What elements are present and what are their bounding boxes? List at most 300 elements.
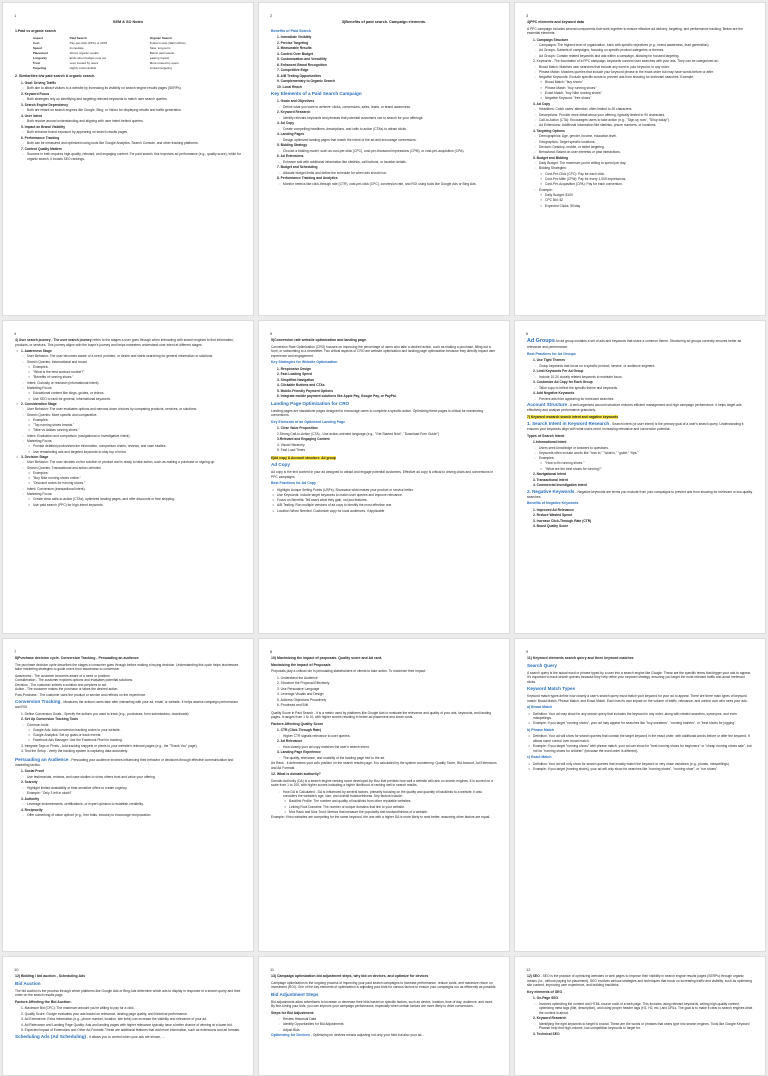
list-item: 8. A/B Testing Opportunities [277, 73, 322, 78]
highlighted-heading: 6)Ad copy & Account structure. Ad group [271, 455, 336, 460]
list-item: ◦ Users seek knowledge or answers to questions. [527, 446, 753, 451]
page-title: 4)PPC elements and keyword data [527, 20, 584, 24]
stage-line: Awareness - The customer becomes aware of a need or problem. [15, 673, 111, 678]
list-item: ▪ Educational content like blogs, guides, or videos. [15, 391, 241, 396]
list-item: • 1. Awareness Stage [15, 349, 241, 354]
list-item: 3. Technical SEO [533, 1031, 560, 1036]
list-item: ◦ Enhance ads with additional information like sitelinks, call buttons, or location details. [271, 160, 497, 165]
list-item: ▪ Examples: [15, 365, 241, 370]
list-item: ◦ Highlight limited availability or time-sensitive offers to create urgency. [15, 786, 241, 791]
section-heading: Factors Affecting Quality Score [271, 721, 324, 726]
list-item: ▪ Facebook Ads Manager: Use the Facebook Pixel for tracking. [15, 738, 241, 743]
table-cell: Longevity [32, 55, 47, 60]
list-item: 3. Ad Copy [277, 121, 295, 126]
section-heading: Key Elements of an Optimized Landing Page [271, 419, 346, 424]
list-item: 4. Clickable Buttons and CTAs [277, 383, 325, 387]
list-item: ◦ The quality, relevance, and usability of the landing page tied to the ad. [271, 756, 497, 761]
section-heading: Key Elements of a Paid Search Campaign [271, 91, 362, 97]
list-item: ◦ How DA is Calculated - DA is influenced by several factors, primarily focusing on the quality and quantity of backlinks to a website. It also considers the website's age, size, and overall trustworthiness. Key factors include: [271, 790, 497, 799]
section-heading: Types of Search Intent [527, 433, 565, 438]
page-title: 11) Keyword elements search query and three keyword matches [527, 656, 634, 660]
list-item: ▪ "Discount codes for running shoes." [15, 481, 241, 486]
list-item: ◦ Bidding Strategies: [527, 166, 753, 171]
paragraph: Persuading an Audience - Persuading your audience involves influencing their behavior or decisions through effective communication and marketing tactics. [15, 756, 234, 767]
list-item: ◦ Identify relevant keywords and phrases that potential customers use to search for your offerings. [271, 116, 497, 121]
list-item: 5. Impact on Brand Visibility [21, 124, 66, 129]
list-item: 3. Customize Ad Copy for Each Group [533, 380, 593, 384]
list-item: ◦ Design optimized landing pages that match the intent of the ad and encourage conversions. [271, 138, 497, 143]
list-item: 6. Proofread and Edit [277, 703, 309, 707]
list-item: ◦ Marketing Focus: [15, 492, 241, 497]
list-item: 1. Campaign Structure [533, 37, 569, 42]
list-item: ▪ "What are the best shoes for running?" [527, 467, 753, 472]
list-item: 4. Targeting Options [533, 128, 565, 133]
list-item: ◦ Offer something of value upfront (e.g., free trials, ebooks) to encourage reciprocation. [15, 813, 241, 818]
list-item: ◦ Negative Keywords: Exclude specific words to prevent ads from showing for irrelevant searches. Example: [527, 75, 753, 80]
list-item: 2. Keywords - The foundation of a PPC campaign, keywords connect user searches with your ads. They can be categorized as: [533, 59, 719, 64]
paragraph: Conversion Tracking - Measures the actions users take after interacting with your ad, email, or website. It helps assess campaign performance and ROI. [15, 699, 239, 709]
page-7 [2, 638, 254, 952]
list-item: ◦ Both enhance brand exposure by appearing on search results pages. [15, 130, 241, 135]
list-item: 1. Understand the Audience [277, 675, 318, 680]
table-cell: Immediate [69, 45, 84, 50]
list-item: ▪ Moz Rank and Moz Trust: Metrics that measure the popularity and trustworthiness of a website. [271, 810, 497, 815]
list-item: ◦ Broad Match: Matches user searches that include any word in your keyword, in any order. [527, 65, 753, 70]
list-item: ◦ Both are reliant on search engines like Google, Bing, or Yahoo for displaying results and traffic generation. [15, 108, 241, 113]
list-item: ◦ Tailor copy to reflect the specific theme and keywords. [527, 386, 753, 391]
list-item: 6. Integrate mobile payment solutions like Apple Pay, Google Pay, or PayPal. [277, 394, 397, 398]
list-item: ◦ Both strategies rely on identifying and targeting relevant keywords to match user search queries. [15, 97, 241, 102]
list-item: ▪ Google Ads: Add conversion tracking codes to your website. [15, 728, 241, 733]
list-item: ▪ "Buy Nike running shoes online." [15, 476, 241, 481]
list-item: 4. Reciprocity [21, 807, 43, 812]
page-2 [258, 2, 510, 316]
stage-line: Consideration - The customer explores options and evaluates potential solutions. [15, 678, 133, 682]
paragraph: Conversion Rate Optimization (CRO) focuses on improving the percentage of users who take a desired action, such as making a purchase, filling out a form, or subscribing to a newsletter. Two critical aspects of CRO are website optimization and landing page optimization because they directly impact user experience and engagement. [271, 344, 496, 358]
page-number: 12 [526, 967, 531, 972]
section-heading: Search Query [527, 662, 557, 668]
list-item: 5. Mobile-Friendly Payment Options [277, 388, 334, 393]
list-item: ◦ Higher CTR signals relevance to user queries. [271, 734, 497, 739]
list-item: 2. Structure the Proposal Effectively [277, 681, 330, 685]
paragraph: Bid adjustments allow advertisers to increase or decrease their bids based on specific factors, such as device, location, time of day, audience, and more. By fine-tuning your bids, you can improve your campaign performance, especially when certain factors are more likely to drive conversions. [271, 999, 494, 1008]
list-item: ◦ Both can be measured and optimized using tools like Google Analytics, Search Console, and other tracking platforms. [15, 141, 241, 146]
list-item: 2. Navigational Intent [533, 472, 567, 477]
table-cell: Below paid results [149, 50, 175, 55]
section-heading: Benefits of Negative Keywords [527, 501, 579, 506]
list-item: 1. Define Conversion Goals - Specify the actions you want to track (e.g., purchases, form submissions, downloads). [21, 711, 190, 716]
list-item: ▪ Daily Budget: $100 [527, 193, 753, 198]
page-title: 8)Purchase decision cycle. Conversion Tracking - Persuading an audience [15, 656, 139, 660]
list-item: 2. Reduce Wasted Spend [533, 513, 573, 518]
paragraph: The purchase decision cycle describes the stages a consumer goes through before making a buying decision. Understanding this cycle helps businesses tailor marketing strategies to guide users from awareness to conversion. [15, 662, 239, 671]
section-heading: Benefits of Paid Search [271, 28, 312, 33]
list-item: ▪ Examples: [15, 471, 241, 476]
list-item: ▪ Provide detailed product/service information, comparison charts, reviews, and case studies. [15, 444, 241, 449]
table-cell: Less trusted by users [69, 60, 99, 65]
list-item: 2. Precise Targeting [277, 40, 309, 45]
list-item: ◦ Behavioral: Based on user interests or past interactions. [527, 150, 753, 155]
page-number: 1 [14, 13, 17, 18]
list-item: ▪ Use SEO to rank for general, informational keywords. [15, 397, 241, 402]
list-item: ▪ Negative Keyword: "free shoes" [527, 96, 753, 101]
paragraph: Ad Rank - It determines your ad's position on the search results page. It is calculated by the system considering: Quality Score, Bid Amount, Ad Extensions and Ad Formats. [271, 761, 497, 770]
page-number: 3 [526, 13, 529, 18]
highlighted-heading: 7) Keyword research search intent and negative keywords [527, 414, 619, 419]
list-item: ◦ Daily Budget: The maximum you're willing to spend per day. [527, 161, 753, 166]
list-item: ◦ Intent: Conversion (transactional intent). [15, 487, 241, 492]
list-item: 1. Goals and Objectives [277, 99, 315, 104]
list-item: • 3. Decision Stage [15, 455, 241, 460]
section-heading: Best Practices for Ad Copy [271, 481, 316, 485]
table-cell: Pay-per-click (PPC) or CPM [69, 40, 107, 45]
list-item: 3. Authority [21, 796, 40, 801]
list-item: ◦ Review Historical Data [271, 1017, 497, 1022]
list-item: ◦ User Behavior: The user becomes aware of a need, problem, or desire and starts searching for general information or solutions. [15, 354, 241, 359]
list-item: ▪ Broad Match: "buy shoes" [527, 80, 753, 85]
list-item: 2. Ad Relevance [277, 739, 303, 743]
page-title: 10) Maximizing the impact of proposals. Quality score and Ad rank [271, 656, 382, 660]
paragraph: Quality Score in Paid Search - It is a metric used by platforms like Google Ads to evaluate the relevance and quality of your ads, keywords, and landing pages. It ranges from 1 to 10, with higher scores resulting in better ad placement and lower costs. [271, 710, 492, 719]
list-item: 1. Immediate Visibility [277, 35, 312, 40]
list-item: 4. Boost Quality Score [533, 524, 569, 529]
paragraph: The bid auction is the process through which platforms like Google Ads or Bing Ads determine which ads to display in response to a search query and their order on the search results page. [15, 988, 241, 997]
list-item: 9. Complementary to Organic Search [277, 79, 335, 84]
list-item: ▪ "Top running shoes brands." [15, 423, 241, 428]
list-item: ◦ Create compelling headlines, descriptions, and calls to action (CTAs) to attract clicks. [271, 127, 497, 132]
list-item: ◦ Marketing Focus: [15, 386, 241, 391]
list-item: ◦ Descriptions: Provide more detail about your offering, typically limited to 90 characters. [527, 113, 753, 118]
page-5 [258, 320, 510, 634]
paragraph: A PPC campaign includes several components that work together to ensure effective ad delivery, targeting, and performance tracking. Below are the essential elements: [527, 26, 743, 35]
list-item: 5. Expected Impact of Extensions and Other Ad Formats: These are additional features that add more information, such as extensions and ad formats. [21, 1028, 240, 1032]
paragraph: A search query is the actual word or phrase typed by a user into a search engine like Google. These are the specific terms that trigger your ads to appear. It's important to track search queries because they help refine your keyword strategy, ensuring you target the most relevant traffic and avoid irrelevant clicks. [527, 670, 751, 684]
paragraph: Scheduling Ads (Ad Scheduling) - It allows you to control when your ads are shown, ... [15, 1033, 165, 1039]
stage-line: Action - The customer makes the purchase or takes the desired action. [15, 687, 119, 691]
section-heading: 1.Paid vs organic search [15, 28, 57, 33]
table-header: Aspect [32, 35, 43, 40]
list-item: 3. Ad Copy [533, 101, 551, 106]
list-item: ◦ Allocate budget limits and define the schedule for when ads should run. [271, 171, 497, 176]
paragraph: 1. Search Intent in Keyword Research - Search intent (or user intent) is the primary goal of a user's search query. Understanding it ensures your keywords align with what users need, increasing relevance and conversion potential. [527, 421, 744, 431]
list-item: 10. Local Reach [277, 84, 302, 89]
list-item: • Focus on Benefits: Tell users what they gain, not just features. [271, 498, 497, 503]
list-item: ▪ Expected Clicks: 50/day [527, 204, 753, 209]
paragraph: Ad Groups An ad group contains a set of ads and keywords that share a common theme. Structuring ad groups correctly ensures better ad relevance and performance. [527, 338, 742, 349]
list-item: • Example: If you target "running shoes", your ad may appear for searches like "buy sneakers", "running trainers", or "best shoes for jogging". [527, 721, 753, 726]
table-cell: Slow, long-term [149, 45, 171, 50]
page-title: 5)Conversion rate website optimization and landing page. [271, 338, 367, 342]
list-item: ▪ Backlink Profile: The number and quality of backlinks from other reputable websites. [271, 799, 497, 804]
list-item: ◦ Geographics: Target specific locations. [527, 140, 753, 145]
list-item: 1. Improved Ad Relevance [533, 507, 574, 512]
page-1 [2, 2, 254, 316]
table-cell: Ends when budget runs out [69, 55, 107, 60]
section-heading: Maximizing the Impact of Proposals [271, 662, 331, 667]
list-item: 3. Search Engine Dependency [21, 102, 69, 107]
list-item: 5. Bidding Strategy [277, 143, 308, 148]
table-cell: Above organic results [69, 50, 99, 55]
list-item: ◦ How closely your ad copy matches the user's search intent. [271, 745, 497, 750]
list-item: • Example: If you target [running shoes], your ad will only show for searches like "running shoes", "running shoe", or "run shoes". [527, 767, 753, 772]
list-item: 3.Relevant and Engaging Content [277, 437, 330, 441]
list-item: • Definition: Your ad will only show for search queries that exactly match the keyword or very close variations (e.g., plurals, misspellings). [527, 762, 753, 767]
list-item: • Example: If you target "running shoes" with phrase match, your ad can show for "best running shoes for beginners" or "cheap running shoes sale", but not for "running shoes for children" (because the word order is different). [527, 744, 753, 753]
list-item: 6. Ad Extensions [277, 154, 304, 159]
section-heading: Bid Adjustment Steps [271, 991, 319, 997]
list-item: ▪ Phrase Match: "buy running shoes" [527, 86, 753, 91]
list-item: 1. Maximum Bid (CPC): The maximum amount you're willing to pay for a click. [21, 1006, 135, 1010]
list-item: 1. Use Tight Themes [533, 358, 566, 362]
paragraph: Account Structure - A well-organized account structure ensures efficient management and high campaign performance. It helps target ads effectively and analyze performance granularly. [527, 402, 742, 412]
list-item: 6. Enhanced Brand Recognition [277, 62, 327, 67]
list-item: • Definition: Your ad will show for search queries that contain the target keyword in the exact order, with additional words before or after the keyword. It allows some control over broad match. [527, 734, 753, 743]
list-item: 6. Performance Tracking [21, 135, 60, 140]
table-cell: Speed [32, 45, 42, 50]
section-heading: Ad Copy [271, 462, 290, 467]
list-item: ◦ Marketing Focus: [15, 439, 241, 444]
paragraph: Campaign optimization is the ongoing process of improving your paid search campaigns to increase performance, reduce costs, and maximize return on investment (ROI). One of the key elements of optimization is adjusting your bids for various factors to ensure your campaigns run as efficiently as possible. [271, 980, 497, 989]
paragraph: Proposals play a critical role in persuading stakeholders or clients to take action. To maximize their impact: [271, 669, 426, 673]
list-item: ▪ "Nike vs Adidas running shoes." [15, 428, 241, 433]
list-item: ◦ Use testimonials, reviews, and case studies to show others trust and value your offering. [15, 775, 241, 780]
list-item: ◦ Ad Groups: Contain related keywords and ads within a campaign, allowing for focused targeting. [527, 54, 753, 59]
list-item: • A/B Testing: Run multiple versions of ad copy to identify the most effective one. [271, 503, 497, 508]
list-item: 3. Use Persuasive Language [277, 686, 320, 691]
page-number: 7 [14, 649, 17, 654]
paragraph: 12) SEO - SEO is the practice of optimizing websites or web pages to improve their visibility in search engine results pages (SERPs) through organic means (i.e., without paying for placement). SEO involves various strategies and techniques that focus on increasing traffic and visibility, such as optimizing site content, improving user experience, and building backlinks. [527, 974, 752, 987]
table-cell: Trust [32, 60, 41, 65]
list-item: ◦ Both aim to attract visitors to a website by increasing its visibility on search engine results pages (SERPs). [15, 86, 241, 91]
list-item: ▪ Google Analytics: Set up goals or track events. [15, 733, 241, 738]
list-item: ▪ "Benefits of running shoes." [15, 375, 241, 380]
list-item: ◦ Define what you want to achieve: clicks, conversions, sales, leads, or brand awareness. [271, 105, 497, 110]
list-item: 4. Test the Setup - Verify the tracking system is capturing data accurately. [21, 749, 128, 754]
list-item: 4. Add Negative Keywords [533, 391, 575, 395]
page-number: 11 [270, 967, 275, 972]
list-item: 3. Ad Extensions: Extra information (e.g., phone number, location, site links) can increase the visibility and relevance of your ad. [21, 1017, 208, 1021]
list-item: 1. Clear Value Proposition [277, 426, 318, 430]
list-item: 3. Transactional Intent [533, 477, 568, 482]
list-item: ◦ Involves optimizing the content and HTML source code of a web page. This includes using relevant keywords, writing high-quality content, optimizing meta tags (title, description), and using proper header tags (H1, H2, etc.) and URLs. The goal is to make it clear to search engines what the content is about. [527, 1002, 753, 1016]
page-8 [258, 638, 510, 952]
list-item: 1.Informational Intent [533, 440, 567, 444]
list-item: ▪ Cost-Per-Mille (CPM): Pay for every 1,000 impressions. [527, 177, 753, 182]
section-heading: c) Exact Match [527, 755, 552, 760]
page-number: 2 [270, 13, 273, 18]
list-item: ◦ Choose a bidding model, such as cost-per-click (CPC), cost-per-thousand impressions (CPM), or cost-per-acquisition (CPA). [271, 149, 497, 154]
list-item: ▪ Exact Match: "buy Nike running shoes" [527, 91, 753, 96]
page-3 [514, 2, 766, 316]
section-heading: a) Broad Match [527, 705, 553, 709]
paragraph: Optimizing for Devices - Optimizing for devices means adjusting not only your bids but also your ad... [271, 1033, 425, 1038]
list-item: ▪ "How to fix running shoes." [527, 461, 753, 466]
page-number: 5 [270, 331, 273, 336]
list-item: ◦ Demographics: Age, gender, income, education level. [527, 134, 753, 139]
page-number: 10 [14, 967, 19, 972]
page-11 [258, 956, 510, 1076]
list-item: ▪ Use remarketing ads and targeted keywords to stay top of mind. [15, 450, 241, 455]
paragraph: Example: If two websites are competing for the same keyword, the one with a higher DA is more likely to rank better, assuming other factors are equal. [271, 815, 491, 820]
list-item: ◦ User Behavior: The user evaluates options and narrows down choices by comparing products, services, or solutions. [15, 407, 241, 412]
section-heading: Keyword Match Types [527, 686, 576, 691]
list-item: 1. Social Proof [21, 769, 44, 774]
list-item: ◦ Keywords often include words like "how to," "what is," "guide," "tips." [527, 451, 753, 456]
table-header: Organic Search [149, 35, 172, 40]
table-cell: Targeting [32, 65, 47, 70]
page-9 [514, 638, 766, 952]
list-item: ◦ Include 10-20 closely related keywords to maintain focus. [527, 375, 753, 380]
list-item: 4. Visual Hierarchy [277, 442, 305, 447]
list-item: 4. Landing Pages [277, 132, 305, 137]
stage-line: Post-Purchase - The customer uses the product or service and reflects on the experience. [15, 692, 147, 697]
list-item: • 2. Consideration Stage [15, 402, 241, 407]
list-item: 7. Budget and Scheduling [277, 165, 318, 170]
list-item: ▪ Cost-Per-Click (CPC): Pay for each click. [527, 172, 753, 177]
section-heading: 12. What is domain authority? [271, 772, 321, 776]
list-item: ◦ Devices: Desktop, mobile, or tablet targeting. [527, 145, 753, 150]
section-heading: Landing Page Optimization for CRO [271, 400, 350, 406]
table-header: Paid Search [69, 35, 87, 40]
list-item: 7. Content Quality Matters [21, 146, 62, 151]
section-heading: Factors Affecting the Bid Auction: [15, 999, 72, 1004]
page-title: 13) Campaign optimization bid adjustment steps, why bid on devices, and optimize for devices [271, 974, 429, 978]
paragraph: 4) User search journey - The user search journey refers to the stages a user goes through when interacting with search engines to find information, products, or services. This journey aligns with the buyer's journey and helps marketers understand user intent at different stages. [15, 338, 234, 347]
list-item: ◦ Example: "Only 3 left in stock!" [15, 791, 241, 796]
table-cell: Limited targeting [149, 65, 172, 70]
list-item: 1. Responsive Design [277, 366, 312, 371]
list-item: ◦ Examples: [527, 456, 753, 461]
section-heading: Best Practices for Ad Groups [527, 351, 576, 356]
page-number: 8 [270, 649, 273, 654]
list-item: ◦ Identify Opportunities for Bid Adjustments [271, 1022, 497, 1027]
list-item: ◦ Call-to-Action (CTA): Encourages users to take action (e.g., "Sign up now", "Shop today"). [527, 118, 753, 123]
list-item: ◦ Search Queries: Transactional and action-oriented. [15, 466, 241, 471]
page-6 [514, 320, 766, 634]
list-item: 5. Address Objections Proactively [277, 697, 327, 702]
list-item: 4. Leverage Visuals and Design [277, 692, 324, 696]
list-item: ▪ Linking Root Domains: The number of unique domains that link to your website. [271, 805, 497, 810]
table-cell: Lasting impact [149, 55, 170, 60]
list-item: 2. Keyword Focus [21, 91, 50, 96]
section-heading: Key Strategies for Website Optimization [271, 360, 338, 364]
list-item: 1. Goal: Driving Traffic [21, 80, 57, 85]
list-item: ◦ Leverage endorsements, certifications, or expert opinions to establish credibility. [15, 802, 241, 807]
table-cell: Cost [32, 40, 40, 45]
list-item: 4. Ad Relevance and Landing Page Quality: Ads and landing pages with higher relevance typically have a better chance of winning at a lower bid. [21, 1022, 233, 1027]
list-item: ◦ Search Queries: Informational and broad. [15, 360, 241, 365]
list-item: ◦ Example: [527, 188, 753, 193]
paragraph: Ad copy is the text content in your ad designed to attract and engage potential customers. Effective ad copy is critical to driving clicks and conversions in PPC campaigns. [271, 470, 494, 479]
list-item: ◦ Both revolve around understanding and aligning with user intent behind queries. [15, 119, 241, 124]
list-item: ◦ Search Queries: More specific and comparative. [15, 413, 241, 418]
list-item: ◦ User Behavior: The user decides on the solution or product and is ready to take action, such as making a purchase or signing up. [15, 460, 241, 465]
list-item: 3. Increase Click-Through Rate (CTR) [533, 518, 592, 523]
table-cell: Placement [32, 50, 48, 55]
list-item: ▪ CPC Bid: $2 [527, 198, 753, 203]
list-item: ◦ Group keywords that focus on a specific product, service, or audience segment. [527, 364, 753, 369]
list-item: ◦ Phrase Match: Matches queries that include your keyword phrase in the exact order but may have words before or after. [527, 70, 753, 75]
table-row [31, 65, 225, 70]
list-item: ◦ Ad Groups: Subsets of campaigns, focusing on specific product categories or themes. [527, 48, 753, 53]
page-title: SEM & SO Notes [112, 20, 144, 24]
list-item: ▪ Examples: [15, 418, 241, 423]
list-item: ▪ Use paid search (PPC) for high-intent keywords. [15, 503, 241, 508]
list-item: • Location When Needed: Customize copy for local audiences, if applicable [271, 509, 497, 514]
page-number: 9 [526, 649, 529, 654]
list-item: ◦ Headlines: Catch users' attention, often limited to 30 characters. [527, 107, 753, 112]
list-item: 3. Simplified Navigation [277, 377, 315, 382]
list-item: 1. On-Page SEO [533, 996, 559, 1000]
paragraph: Domain Authority (DA) is a search engine ranking score developed by Moz that predicts how well a website will rank on search engines. It is scored on a scale from 1 to 100, with higher scores indicating a higher likelihood of ranking well in search results. [271, 778, 493, 787]
list-item: 2. Limit Keywords Per Ad Group [533, 369, 584, 373]
list-item: ◦ Intent: Evaluation and comparison (navigational or investigative intent). [15, 434, 241, 439]
list-item: 8. Performance Tracking and Analytics [277, 176, 338, 181]
list-item: ▪ Cost-Per-Acquisition (CPA): Pay for each conversion. [527, 182, 753, 187]
stage-line: Decision - The customer selects a solution and prepares to act. [15, 682, 108, 687]
page-12 [514, 956, 766, 1076]
list-item: 2. Fast Loading Speed [277, 372, 312, 376]
list-item: 2. Keyword Research [533, 1016, 567, 1020]
comparison-table [31, 35, 225, 70]
list-item: 2. Scarcity [21, 780, 38, 785]
paragraph: Keyword match types define how closely a user's search query must match your keyword for your ad to appear. There are three main types of keyword match: Broad Match, Phrase Match, and Exact Match. Each has its own impact on the volume of traffic, relevance, and control over who sees your ads. [527, 694, 748, 703]
paragraph: Landing pages are standalone pages designed to encourage users to complete a specific action. Optimizing these pages is critical for maximizing conversions. [271, 408, 484, 417]
list-item: • Highlight Unique Selling Points (USPs): Showcase what makes your product or service better. [271, 488, 497, 493]
list-item: ▪ Create clear calls-to-action (CTAs), optimized landing pages, and offer discounts or free shipping. [15, 497, 241, 502]
list-item: 2. Keyword Research [277, 110, 311, 115]
list-item: 3. Measurable Results [277, 46, 312, 51]
page-number: 6 [526, 331, 529, 336]
list-item: 3. Integrate Tags or Pixels - Add tracking snippets or pixels to your website's relevant pages (e.g., the "Thank You" page). [21, 743, 198, 748]
list-item: 7. Competitive Edge [277, 68, 309, 73]
section-heading: 2. Similarities b/w paid search & organic search. [15, 74, 96, 78]
list-item: • Definition: Your ad may show for any search query that includes the keyword in any order, along with related searches, synonyms, and even misspellings. [527, 712, 753, 721]
list-item: ◦ Ad Extensions: Additional information like sitelinks, phone numbers, or locations. [527, 123, 753, 128]
list-item: 4. Commercial Investigation Intent [533, 483, 587, 488]
paragraph: 2. Negative Keywords - Negative keywords are terms you exclude from your campaigns to prevent ads from showing for irrelevant or low-quality searches. [527, 488, 753, 499]
list-item: 5. Customization and Versatility [277, 57, 327, 62]
list-item: ◦ Adjust Bids [271, 1028, 497, 1033]
section-heading: Key elements of SEO [527, 989, 563, 994]
list-item: 2. Quality Score: Google evaluates your ads based on relevance, landing page quality, and historical performance. [21, 1011, 188, 1016]
list-item: 4. User Intent [21, 113, 42, 118]
section-heading: Bid Auction [15, 980, 41, 986]
list-item: 5. Budget and Bidding [533, 155, 568, 160]
list-item: ◦ Success in both requires high-quality, relevant, and engaging content. For paid search, this improves ad performance (e.g., quality score), while for organic search, it boosts SEO rankings. [15, 152, 241, 161]
page-4 [2, 320, 254, 634]
page-title: 3)Benefits of paid search. Campaign elements. [341, 20, 427, 24]
table-cell: More trusted by users [149, 60, 179, 65]
list-item: 1. CTR (Click-Through Rate) [277, 728, 321, 732]
list-item: 3. Landing Page Experience [277, 750, 321, 754]
page-title: 12) Bidding / bid auction - Scheduling Ads [15, 974, 86, 978]
page-number: 4 [14, 331, 17, 336]
list-item: 4. Control Over Budget [277, 51, 314, 56]
list-item: 2.Strong Call-to-Action (CTA) - Use action-oriented language (e.g., "Get Started Now", "Download Free Guide") [277, 431, 440, 436]
list-item: 2. Set Up Conversion Tracking Tools [21, 717, 79, 721]
list-item: ◦ Common tools: [15, 723, 241, 728]
list-item: ◦ Monitor metrics like click-through rate (CTR), cost-per-click (CPC), conversion rate, and ROI using tools like Google Ads or Bing Ads. [271, 182, 497, 187]
table-cell: Indirect costs (SEO efforts) [149, 40, 186, 45]
list-item: ◦ Campaigns: The highest level of organization, each with specific objectives (e.g., brand awareness, lead generation). [527, 43, 753, 48]
list-item: • Use Keywords: Include target keywords to match user queries and improve relevance. [271, 493, 497, 498]
page-10 [2, 956, 254, 1076]
section-heading: b) Phrase Match [527, 727, 555, 732]
table-cell: Highly customizable [69, 65, 97, 70]
list-item: ◦ Identifying the right keywords to target is crucial. These are the words or phrases that users type into search engines. Tools like Google Keyword Planner help find high-volume, low-competition keywords to target for. [527, 1022, 753, 1031]
section-heading: Steps for Bid Adjustment: [271, 1010, 315, 1015]
